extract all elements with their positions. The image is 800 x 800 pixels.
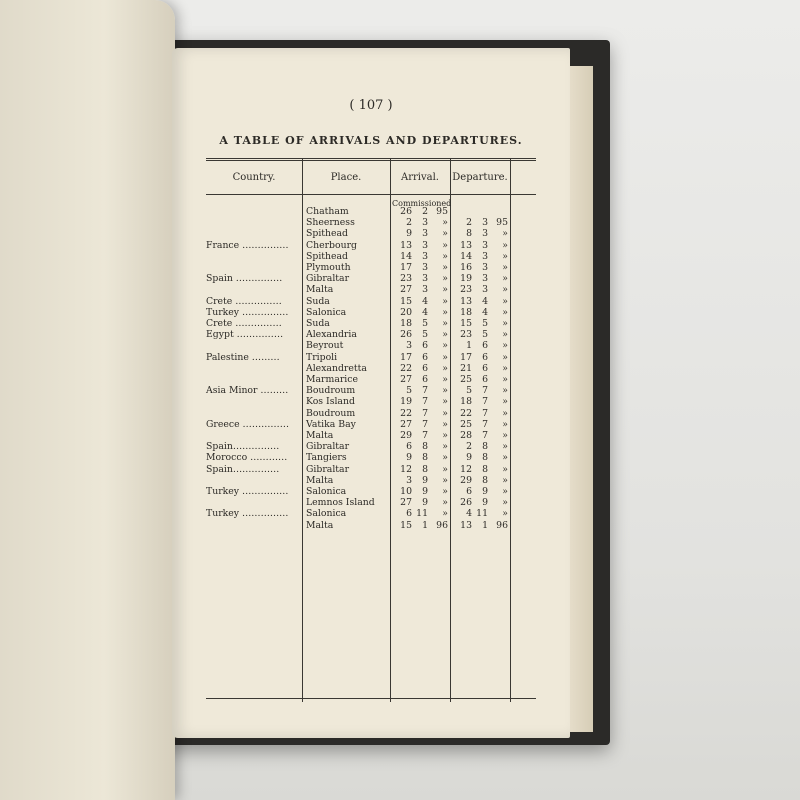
table-row — [206, 363, 536, 375]
table-row — [206, 206, 536, 218]
place-cell: Beyrout — [306, 340, 344, 352]
arrival-month-cell: 7 — [422, 396, 428, 408]
departure-month-cell: 9 — [482, 497, 488, 509]
departure-month-cell: 9 — [482, 486, 488, 497]
arrival-year-cell: » — [442, 329, 448, 341]
table-row — [206, 228, 536, 240]
table-row — [206, 497, 536, 509]
arrival-month-cell: 9 — [422, 497, 428, 509]
arrival-day-cell: 14 — [400, 250, 412, 262]
arrival-day-cell: 22 — [400, 407, 412, 419]
place-cell: Alexandria — [306, 329, 357, 341]
departure-year-cell: » — [502, 497, 508, 509]
place-cell: Chatham — [306, 206, 349, 217]
arrival-year-cell: » — [442, 284, 448, 296]
departure-month-cell: 5 — [482, 318, 488, 329]
country-cell: Greece …………… — [206, 418, 290, 430]
arrival-day-cell: 18 — [400, 318, 412, 329]
country-cell: Turkey …………… — [206, 508, 289, 520]
table-row — [206, 352, 536, 364]
departure-day-cell: 4 — [466, 508, 472, 520]
place-cell: Malta — [306, 519, 334, 531]
table-row — [206, 419, 536, 431]
departure-month-cell: 8 — [482, 463, 488, 475]
arrival-year-cell: » — [442, 463, 448, 475]
place-cell: Cherbourg — [306, 239, 357, 251]
place-cell: Plymouth — [306, 262, 351, 273]
departure-day-cell: 13 — [460, 295, 472, 307]
place-cell: Spithead — [306, 228, 349, 240]
arrival-year-cell: » — [442, 340, 448, 352]
departure-year-cell: » — [502, 329, 508, 341]
departure-year-cell: 96 — [496, 519, 508, 531]
table-row — [206, 217, 536, 229]
arrival-day-cell: 15 — [400, 519, 412, 531]
country-cell: France …………… — [206, 239, 289, 251]
departure-year-cell: » — [502, 430, 508, 441]
departure-month-cell: 8 — [482, 452, 488, 464]
arrival-month-cell: 3 — [422, 217, 428, 229]
departure-month-cell: 7 — [482, 407, 488, 419]
place-cell: Gibraltar — [306, 441, 350, 453]
departure-year-cell: » — [502, 407, 508, 419]
place-cell: Sheerness — [306, 217, 355, 229]
arrival-day-cell: 3 — [406, 340, 412, 352]
page-title: A TABLE OF ARRIVALS AND DEPARTURES. — [219, 134, 523, 147]
left-page — [0, 0, 175, 800]
arrival-day-cell: 6 — [406, 508, 412, 520]
table-row — [206, 385, 536, 397]
arrival-month-cell: 6 — [422, 374, 428, 385]
departure-day-cell: 25 — [460, 418, 472, 430]
table-row — [206, 464, 536, 476]
page-edges — [566, 66, 593, 732]
departure-year-cell: » — [502, 273, 508, 285]
country-cell: Asia Minor ……… — [206, 385, 289, 397]
departure-day-cell: 23 — [460, 284, 472, 296]
arrival-month-cell: 11 — [416, 508, 428, 520]
place-cell: Suda — [306, 318, 330, 329]
table-row — [206, 452, 536, 464]
departure-month-cell: 7 — [482, 385, 488, 397]
header-departure: Departure. — [452, 172, 508, 183]
departure-year-cell: » — [502, 340, 508, 352]
place-cell: Kos Island — [306, 396, 355, 408]
table-bottom-rule — [206, 698, 536, 699]
departure-day-cell: 1 — [466, 340, 472, 352]
arrival-year-cell: » — [442, 385, 448, 397]
arrival-year-cell: » — [442, 262, 448, 273]
table-row — [206, 486, 536, 498]
arrival-year-cell: » — [442, 217, 448, 229]
arrival-year-cell: » — [442, 497, 448, 509]
arrival-day-cell: 20 — [400, 306, 412, 318]
arrival-month-cell: 3 — [422, 228, 428, 240]
place-cell: Malta — [306, 284, 334, 296]
departure-year-cell: » — [502, 463, 508, 475]
place-cell: Gibraltar — [306, 273, 350, 285]
country-cell: Egypt …………… — [206, 329, 284, 341]
table-row — [206, 340, 536, 352]
arrival-year-cell: » — [442, 396, 448, 408]
arrival-month-cell: 7 — [422, 407, 428, 419]
country-cell: Spain…………… — [206, 463, 280, 475]
arrival-day-cell: 26 — [400, 206, 412, 217]
departure-year-cell: » — [502, 486, 508, 497]
departure-month-cell: 3 — [482, 262, 488, 273]
table-row — [206, 329, 536, 341]
country-cell: Spain…………… — [206, 441, 280, 453]
table-row — [206, 307, 536, 319]
departure-day-cell: 2 — [466, 217, 472, 229]
country-cell: Morocco ………… — [206, 452, 288, 464]
country-cell: Crete …………… — [206, 295, 282, 307]
arrival-year-cell: 96 — [436, 519, 448, 531]
departure-day-cell: 8 — [466, 228, 472, 240]
arrival-year-cell: » — [442, 228, 448, 240]
departure-month-cell: 6 — [482, 340, 488, 352]
arrival-year-cell: » — [442, 250, 448, 262]
arrival-year-cell: » — [442, 351, 448, 363]
arrival-month-cell: 4 — [422, 306, 428, 318]
table-top-rule — [206, 158, 536, 159]
arrival-year-cell: » — [442, 407, 448, 419]
place-cell: Salonica — [306, 486, 347, 497]
table-row — [206, 284, 536, 296]
arrival-year-cell: » — [442, 374, 448, 385]
table-row — [206, 273, 536, 285]
departure-day-cell: 25 — [460, 374, 472, 385]
arrival-day-cell: 10 — [400, 486, 412, 497]
departure-month-cell: 6 — [482, 374, 488, 385]
departure-year-cell: » — [502, 228, 508, 240]
departure-year-cell: » — [502, 362, 508, 374]
departure-month-cell: 3 — [482, 284, 488, 296]
arrival-month-cell: 7 — [422, 430, 428, 441]
place-cell: Vatika Bay — [306, 418, 356, 430]
arrival-day-cell: 29 — [400, 430, 412, 441]
departure-year-cell: » — [502, 284, 508, 296]
table-top-rule-2 — [206, 160, 536, 161]
departure-year-cell: » — [502, 250, 508, 262]
arrival-year-cell: » — [442, 508, 448, 520]
departure-month-cell: 4 — [482, 306, 488, 318]
departure-month-cell: 3 — [482, 217, 488, 229]
departure-year-cell: » — [502, 474, 508, 486]
departure-day-cell: 15 — [460, 318, 472, 329]
table-row — [206, 240, 536, 252]
departure-day-cell: 21 — [460, 362, 472, 374]
arrival-year-cell: » — [442, 362, 448, 374]
arrival-day-cell: 15 — [400, 295, 412, 307]
place-cell: Lemnos Island — [306, 497, 375, 509]
table-row — [206, 296, 536, 308]
arrival-day-cell: 26 — [400, 329, 412, 341]
arrival-year-cell: 95 — [436, 206, 448, 217]
departure-year-cell: » — [502, 385, 508, 397]
arrival-month-cell: 7 — [422, 418, 428, 430]
place-cell: Salonica — [306, 508, 347, 520]
arrival-month-cell: 4 — [422, 295, 428, 307]
departure-year-cell: » — [502, 239, 508, 251]
departure-year-cell: » — [502, 441, 508, 453]
arrival-day-cell: 9 — [406, 452, 412, 464]
arrival-year-cell: » — [442, 418, 448, 430]
place-cell: Marmarice — [306, 374, 358, 385]
departure-month-cell: 6 — [482, 362, 488, 374]
place-cell: Boudroum — [306, 407, 356, 419]
departure-day-cell: 14 — [460, 250, 472, 262]
arrival-month-cell: 9 — [422, 474, 428, 486]
departure-month-cell: 11 — [476, 508, 488, 520]
arrival-day-cell: 5 — [406, 385, 412, 397]
table-row — [206, 251, 536, 263]
commissioned-note: Commissioned — [392, 199, 452, 208]
place-cell: Spithead — [306, 250, 349, 262]
departure-month-cell: 5 — [482, 329, 488, 341]
departure-month-cell: 3 — [482, 250, 488, 262]
departure-year-cell: » — [502, 262, 508, 273]
header-country: Country. — [232, 172, 276, 183]
place-cell: Malta — [306, 474, 334, 486]
arrivals-departures-table — [206, 158, 556, 708]
departure-year-cell: » — [502, 508, 508, 520]
place-cell: Alexandretta — [306, 362, 367, 374]
arrival-month-cell: 3 — [422, 250, 428, 262]
header-place: Place. — [330, 172, 362, 183]
arrival-month-cell: 6 — [422, 362, 428, 374]
arrival-day-cell: 12 — [400, 463, 412, 475]
table-row — [206, 430, 536, 442]
place-cell: Gibraltar — [306, 463, 350, 475]
departure-day-cell: 18 — [460, 396, 472, 408]
arrival-month-cell: 3 — [422, 284, 428, 296]
departure-month-cell: 6 — [482, 351, 488, 363]
arrival-day-cell: 27 — [400, 284, 412, 296]
table-row — [206, 441, 536, 453]
arrival-day-cell: 3 — [406, 474, 412, 486]
arrival-year-cell: » — [442, 318, 448, 329]
arrival-year-cell: » — [442, 306, 448, 318]
arrival-year-cell: » — [442, 239, 448, 251]
arrival-day-cell: 22 — [400, 362, 412, 374]
departure-year-cell: » — [502, 452, 508, 464]
table-row — [206, 520, 536, 532]
arrival-month-cell: 8 — [422, 441, 428, 453]
arrival-year-cell: » — [442, 295, 448, 307]
arrival-day-cell: 23 — [400, 273, 412, 285]
place-cell: Malta — [306, 430, 334, 441]
arrival-year-cell: » — [442, 430, 448, 441]
departure-day-cell: 29 — [460, 474, 472, 486]
departure-day-cell: 22 — [460, 407, 472, 419]
country-cell: Turkey …………… — [206, 306, 289, 318]
arrival-month-cell: 8 — [422, 452, 428, 464]
departure-day-cell: 23 — [460, 329, 472, 341]
table-row — [206, 408, 536, 420]
departure-month-cell: 7 — [482, 430, 488, 441]
departure-day-cell: 2 — [466, 441, 472, 453]
arrival-year-cell: » — [442, 474, 448, 486]
book-page — [172, 48, 570, 738]
arrival-year-cell: » — [442, 273, 448, 285]
departure-year-cell: » — [502, 418, 508, 430]
header-rule — [206, 194, 536, 195]
arrival-month-cell: 1 — [422, 519, 428, 531]
departure-month-cell: 3 — [482, 239, 488, 251]
place-cell: Salonica — [306, 306, 347, 318]
place-cell: Boudroum — [306, 385, 356, 397]
arrival-day-cell: 27 — [400, 497, 412, 509]
departure-month-cell: 8 — [482, 441, 488, 453]
departure-month-cell: 8 — [482, 474, 488, 486]
place-cell: Tangiers — [306, 452, 347, 464]
country-cell: Palestine ……… — [206, 351, 280, 363]
departure-day-cell: 17 — [460, 351, 472, 363]
place-cell: Suda — [306, 295, 330, 307]
arrival-month-cell: 9 — [422, 486, 428, 497]
arrival-month-cell: 2 — [422, 206, 428, 217]
arrival-month-cell: 3 — [422, 262, 428, 273]
departure-year-cell: » — [502, 306, 508, 318]
arrival-month-cell: 7 — [422, 385, 428, 397]
departure-day-cell: 18 — [460, 306, 472, 318]
country-cell: Turkey …………… — [206, 486, 289, 497]
departure-day-cell: 13 — [460, 519, 472, 531]
country-cell: Spain …………… — [206, 273, 283, 285]
arrival-month-cell: 6 — [422, 351, 428, 363]
table-row — [206, 508, 536, 520]
departure-year-cell: » — [502, 295, 508, 307]
departure-month-cell: 7 — [482, 396, 488, 408]
departure-year-cell: 95 — [496, 217, 508, 229]
table-row — [206, 374, 536, 386]
arrival-month-cell: 5 — [422, 318, 428, 329]
table-row — [206, 318, 536, 330]
arrival-day-cell: 2 — [406, 217, 412, 229]
arrival-month-cell: 3 — [422, 239, 428, 251]
arrival-year-cell: » — [442, 441, 448, 453]
departure-month-cell: 7 — [482, 418, 488, 430]
arrival-month-cell: 6 — [422, 340, 428, 352]
table-row — [206, 262, 536, 274]
page-number: ( 107 ) — [349, 98, 393, 113]
country-cell: Crete …………… — [206, 318, 282, 329]
departure-month-cell: 1 — [482, 519, 488, 531]
header-arrival: Arrival. — [401, 172, 439, 183]
arrival-year-cell: » — [442, 452, 448, 464]
table-row — [206, 396, 536, 408]
departure-year-cell: » — [502, 318, 508, 329]
departure-year-cell: » — [502, 396, 508, 408]
arrival-day-cell: 17 — [400, 262, 412, 273]
departure-year-cell: » — [502, 351, 508, 363]
arrival-day-cell: 6 — [406, 441, 412, 453]
departure-day-cell: 12 — [460, 463, 472, 475]
arrival-day-cell: 13 — [400, 239, 412, 251]
table-row — [206, 475, 536, 487]
departure-day-cell: 5 — [466, 385, 472, 397]
departure-month-cell: 3 — [482, 228, 488, 240]
departure-month-cell: 3 — [482, 273, 488, 285]
arrival-day-cell: 27 — [400, 374, 412, 385]
arrival-month-cell: 3 — [422, 273, 428, 285]
arrival-day-cell: 17 — [400, 351, 412, 363]
departure-day-cell: 6 — [466, 486, 472, 497]
departure-day-cell: 19 — [460, 273, 472, 285]
departure-day-cell: 9 — [466, 452, 472, 464]
arrival-month-cell: 5 — [422, 329, 428, 341]
arrival-year-cell: » — [442, 486, 448, 497]
arrival-day-cell: 27 — [400, 418, 412, 430]
departure-day-cell: 26 — [460, 497, 472, 509]
departure-year-cell: » — [502, 374, 508, 385]
arrival-day-cell: 9 — [406, 228, 412, 240]
departure-month-cell: 4 — [482, 295, 488, 307]
arrival-month-cell: 8 — [422, 463, 428, 475]
departure-day-cell: 13 — [460, 239, 472, 251]
departure-day-cell: 16 — [460, 262, 472, 273]
arrival-day-cell: 19 — [400, 396, 412, 408]
departure-day-cell: 28 — [460, 430, 472, 441]
place-cell: Tripoli — [306, 351, 338, 363]
